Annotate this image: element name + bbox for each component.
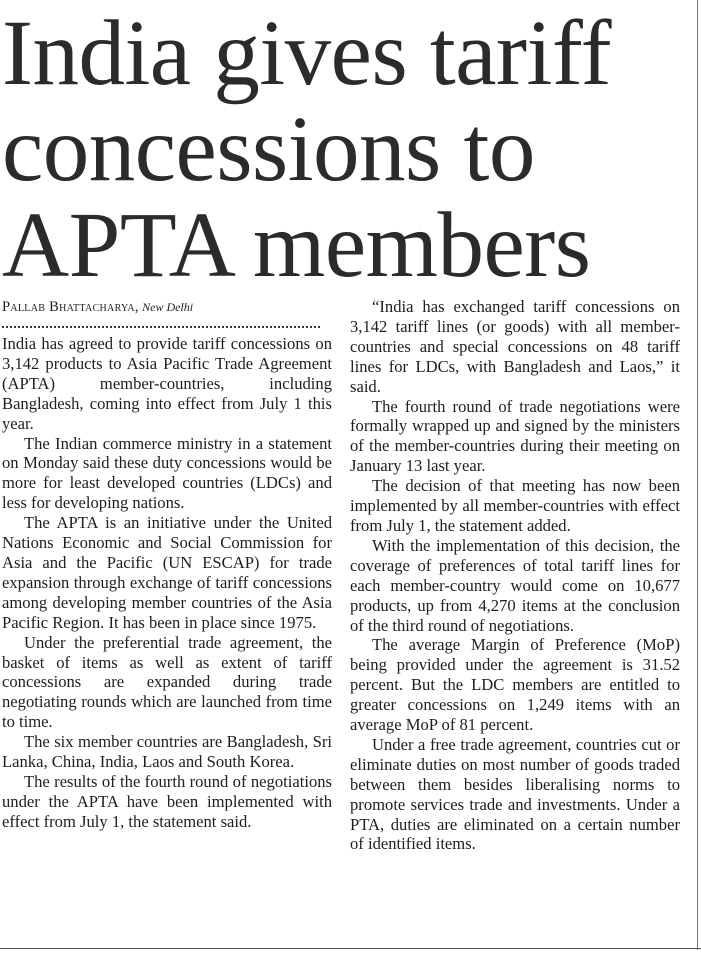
byline-author: Pallab Bhattacharya, xyxy=(2,299,139,315)
article-paragraph: Under the preferential trade agreement, the basket of items as well as extent of tariff concessions are expanded during trade negotiating rounds which are launched from time to time. xyxy=(2,632,332,732)
article-paragraph: The six member countries are Bangladesh, Sri Lanka, China, India, Laos and South Korea. xyxy=(2,732,332,772)
byline xyxy=(2,298,332,316)
article-column-left xyxy=(2,298,332,832)
headline: India gives tariff concessions to APTA members xyxy=(2,2,612,297)
article-paragraph: The results of the fourth round of negotiations under the APTA have been implemented with effect from July 1, the statement said. xyxy=(2,771,332,831)
article-paragraph: The Indian commerce ministry in a statement on Monday said these duty concessions would be more for least developed countries (LDCs) and less for developing nations. xyxy=(2,433,332,513)
byline-separator xyxy=(2,318,320,328)
article-paragraph: The APTA is an initiative under the United Nations Economic and Social Commission for Asia and the Pacific (UN ESCAP) for trade expansion through exchange of tariff concessions among developing member countries of the Asia Pacific Region. It has been in place since 1975. xyxy=(2,513,332,632)
article-paragraph: India has agreed to provide tariff concessions on 3,142 products to Asia Pacific Trade Agreement (APTA) member-countries, including Bangladesh, coming into effect from July 1 this year. xyxy=(2,334,332,433)
article-paragraph: The average Margin of Preference (MoP) being provided under the agreement is 31.52 percent. But the LDC members are entitled to greater concessions on 1,249 items with an average MoP of 81 percent. xyxy=(350,635,680,735)
byline-location: New Delhi xyxy=(142,300,194,314)
article-column-right xyxy=(350,297,680,854)
article-paragraph: The decision of that meeting has now been implemented by all member-countries with effect from July 1, the statement added. xyxy=(350,476,680,535)
article-paragraph: The fourth round of trade negotiations were formally wrapped up and signed by the ministers of the member-countries during their meeting on January 13 last year. xyxy=(350,396,680,476)
bottom-rule xyxy=(0,948,701,949)
article-paragraph: Under a free trade agreement, countries cut or eliminate duties on most number of goods traded between them besides liberalising norms to promote services trade and investments. Under a PTA, duties are eliminated on a certain number of identified items. xyxy=(350,734,680,854)
article-paragraph: With the implementation of this decision, the coverage of preferences of total tariff lines for each member-country would come on 10,677 products, up from 4,270 items at the conclusion of the third round of negotiations. xyxy=(350,535,680,635)
article-paragraph: “India has exchanged tariff concessions on 3,142 tariff lines (or goods) with all member-countries and special concessions on 48 tariff lines for LDCs, with Bangladesh and Laos,” it said. xyxy=(350,297,680,396)
column-rule xyxy=(697,0,698,950)
